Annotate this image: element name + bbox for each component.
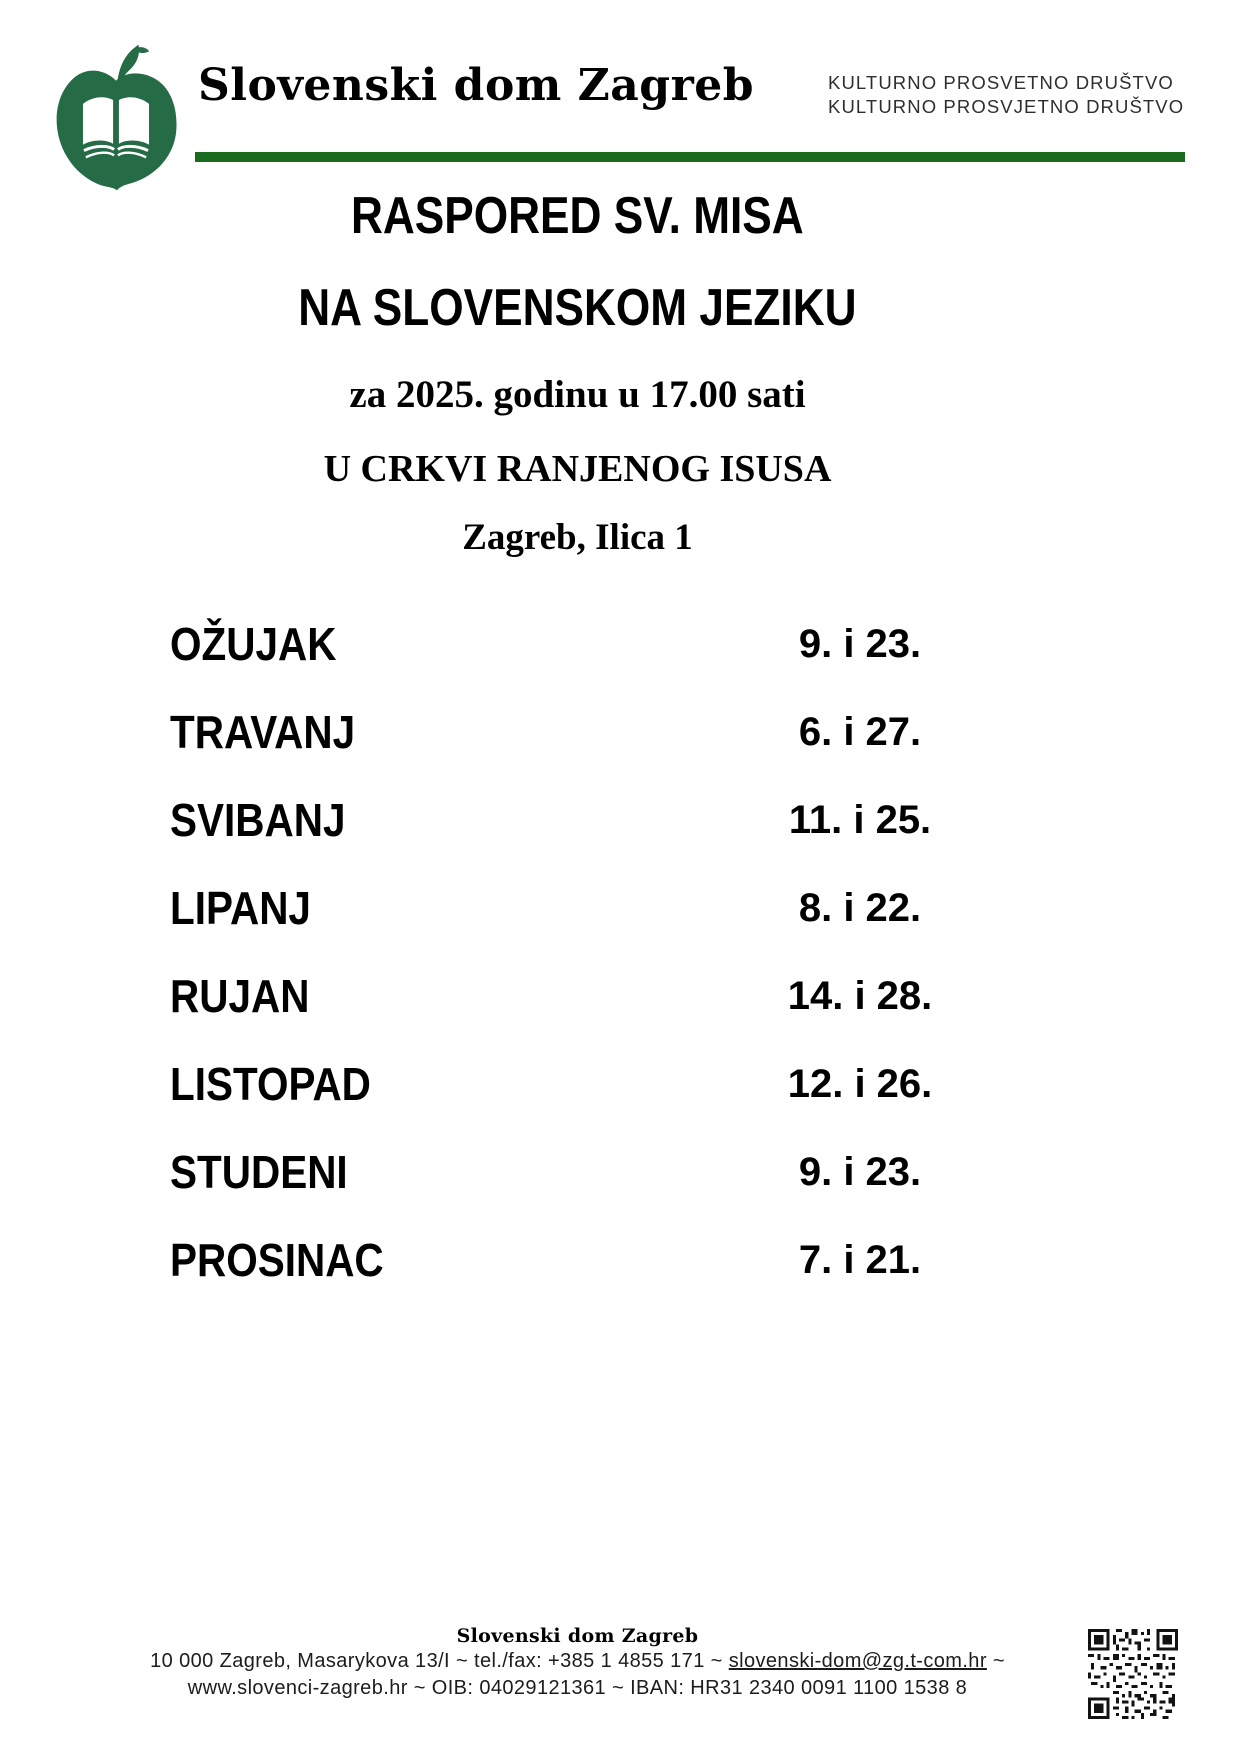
- month-label: STUDENI: [170, 1146, 348, 1198]
- notice-title-line1: RASPORED SV. MISA: [351, 187, 804, 245]
- schedule-row: [170, 688, 985, 776]
- schedule-row: [170, 776, 985, 864]
- schedule-row: [170, 1128, 985, 1216]
- notice-location-church: U CRKVI RANJENOG ISUSA: [323, 448, 832, 490]
- email-link[interactable]: slovenski-dom@zg.t-com.hr: [728, 1650, 987, 1672]
- dates-value: 8. i 22.: [798, 885, 922, 930]
- dates-value: 9. i 23.: [798, 1149, 922, 1194]
- notice-title-line2: NA SLOVENSKOM JEZIKU: [298, 279, 857, 337]
- dates-value: 6. i 27.: [798, 709, 922, 754]
- schedule-list: [170, 600, 985, 1304]
- qr-code: [1088, 1629, 1178, 1719]
- dates-value: 11. i 25.: [788, 797, 932, 842]
- dates-value: 12. i 26.: [787, 1061, 933, 1106]
- notice-location-address: Zagreb, Ilica 1: [462, 517, 693, 558]
- org-subtitle-line2: KULTURNO PROSVJETNO DRUŠTVO: [828, 96, 1185, 117]
- schedule-row: [170, 600, 985, 688]
- month-label: LISTOPAD: [170, 1058, 371, 1110]
- dates-value: 7. i 21.: [798, 1237, 922, 1282]
- footer-info-line: www.slovenci-zagreb.hr ~ OIB: 04029121361 ~ IBAN: HR31 2340 0091 1100 1538 8: [187, 1677, 968, 1699]
- dates-value: 9. i 23.: [798, 621, 922, 666]
- linden-leaf-book-logo-icon: [48, 40, 184, 194]
- month-label: SVIBANJ: [170, 794, 346, 846]
- month-label: OŽUJAK: [170, 618, 337, 670]
- footer-address-line: 10 000 Zagreb, Masarykova 13/I ~ tel./fax: +385 1 4855 171 ~ slovenski-dom@zg.t-com.hr ~: [150, 1650, 1005, 1672]
- schedule-row: [170, 864, 985, 952]
- month-label: TRAVANJ: [170, 706, 356, 758]
- org-subtitle-line1: KULTURNO PROSVETNO DRUŠTVO: [828, 72, 1174, 93]
- month-label: LIPANJ: [170, 882, 311, 934]
- schedule-row: [170, 952, 985, 1040]
- footer-org-name: Slovenski dom Zagreb: [456, 1625, 699, 1647]
- schedule-row: [170, 1040, 985, 1128]
- notice-subtitle: za 2025. godinu u 17.00 sati: [349, 373, 806, 416]
- month-label: PROSINAC: [170, 1234, 384, 1286]
- header-divider: [195, 152, 1185, 162]
- footer-contact-block: [70, 1624, 1085, 1702]
- dates-value: 14. i 28.: [787, 973, 933, 1018]
- month-label: RUJAN: [170, 970, 310, 1022]
- org-subtitle-block: [828, 71, 1185, 119]
- schedule-row: [170, 1216, 985, 1304]
- org-title: Slovenski dom Zagreb: [198, 60, 755, 111]
